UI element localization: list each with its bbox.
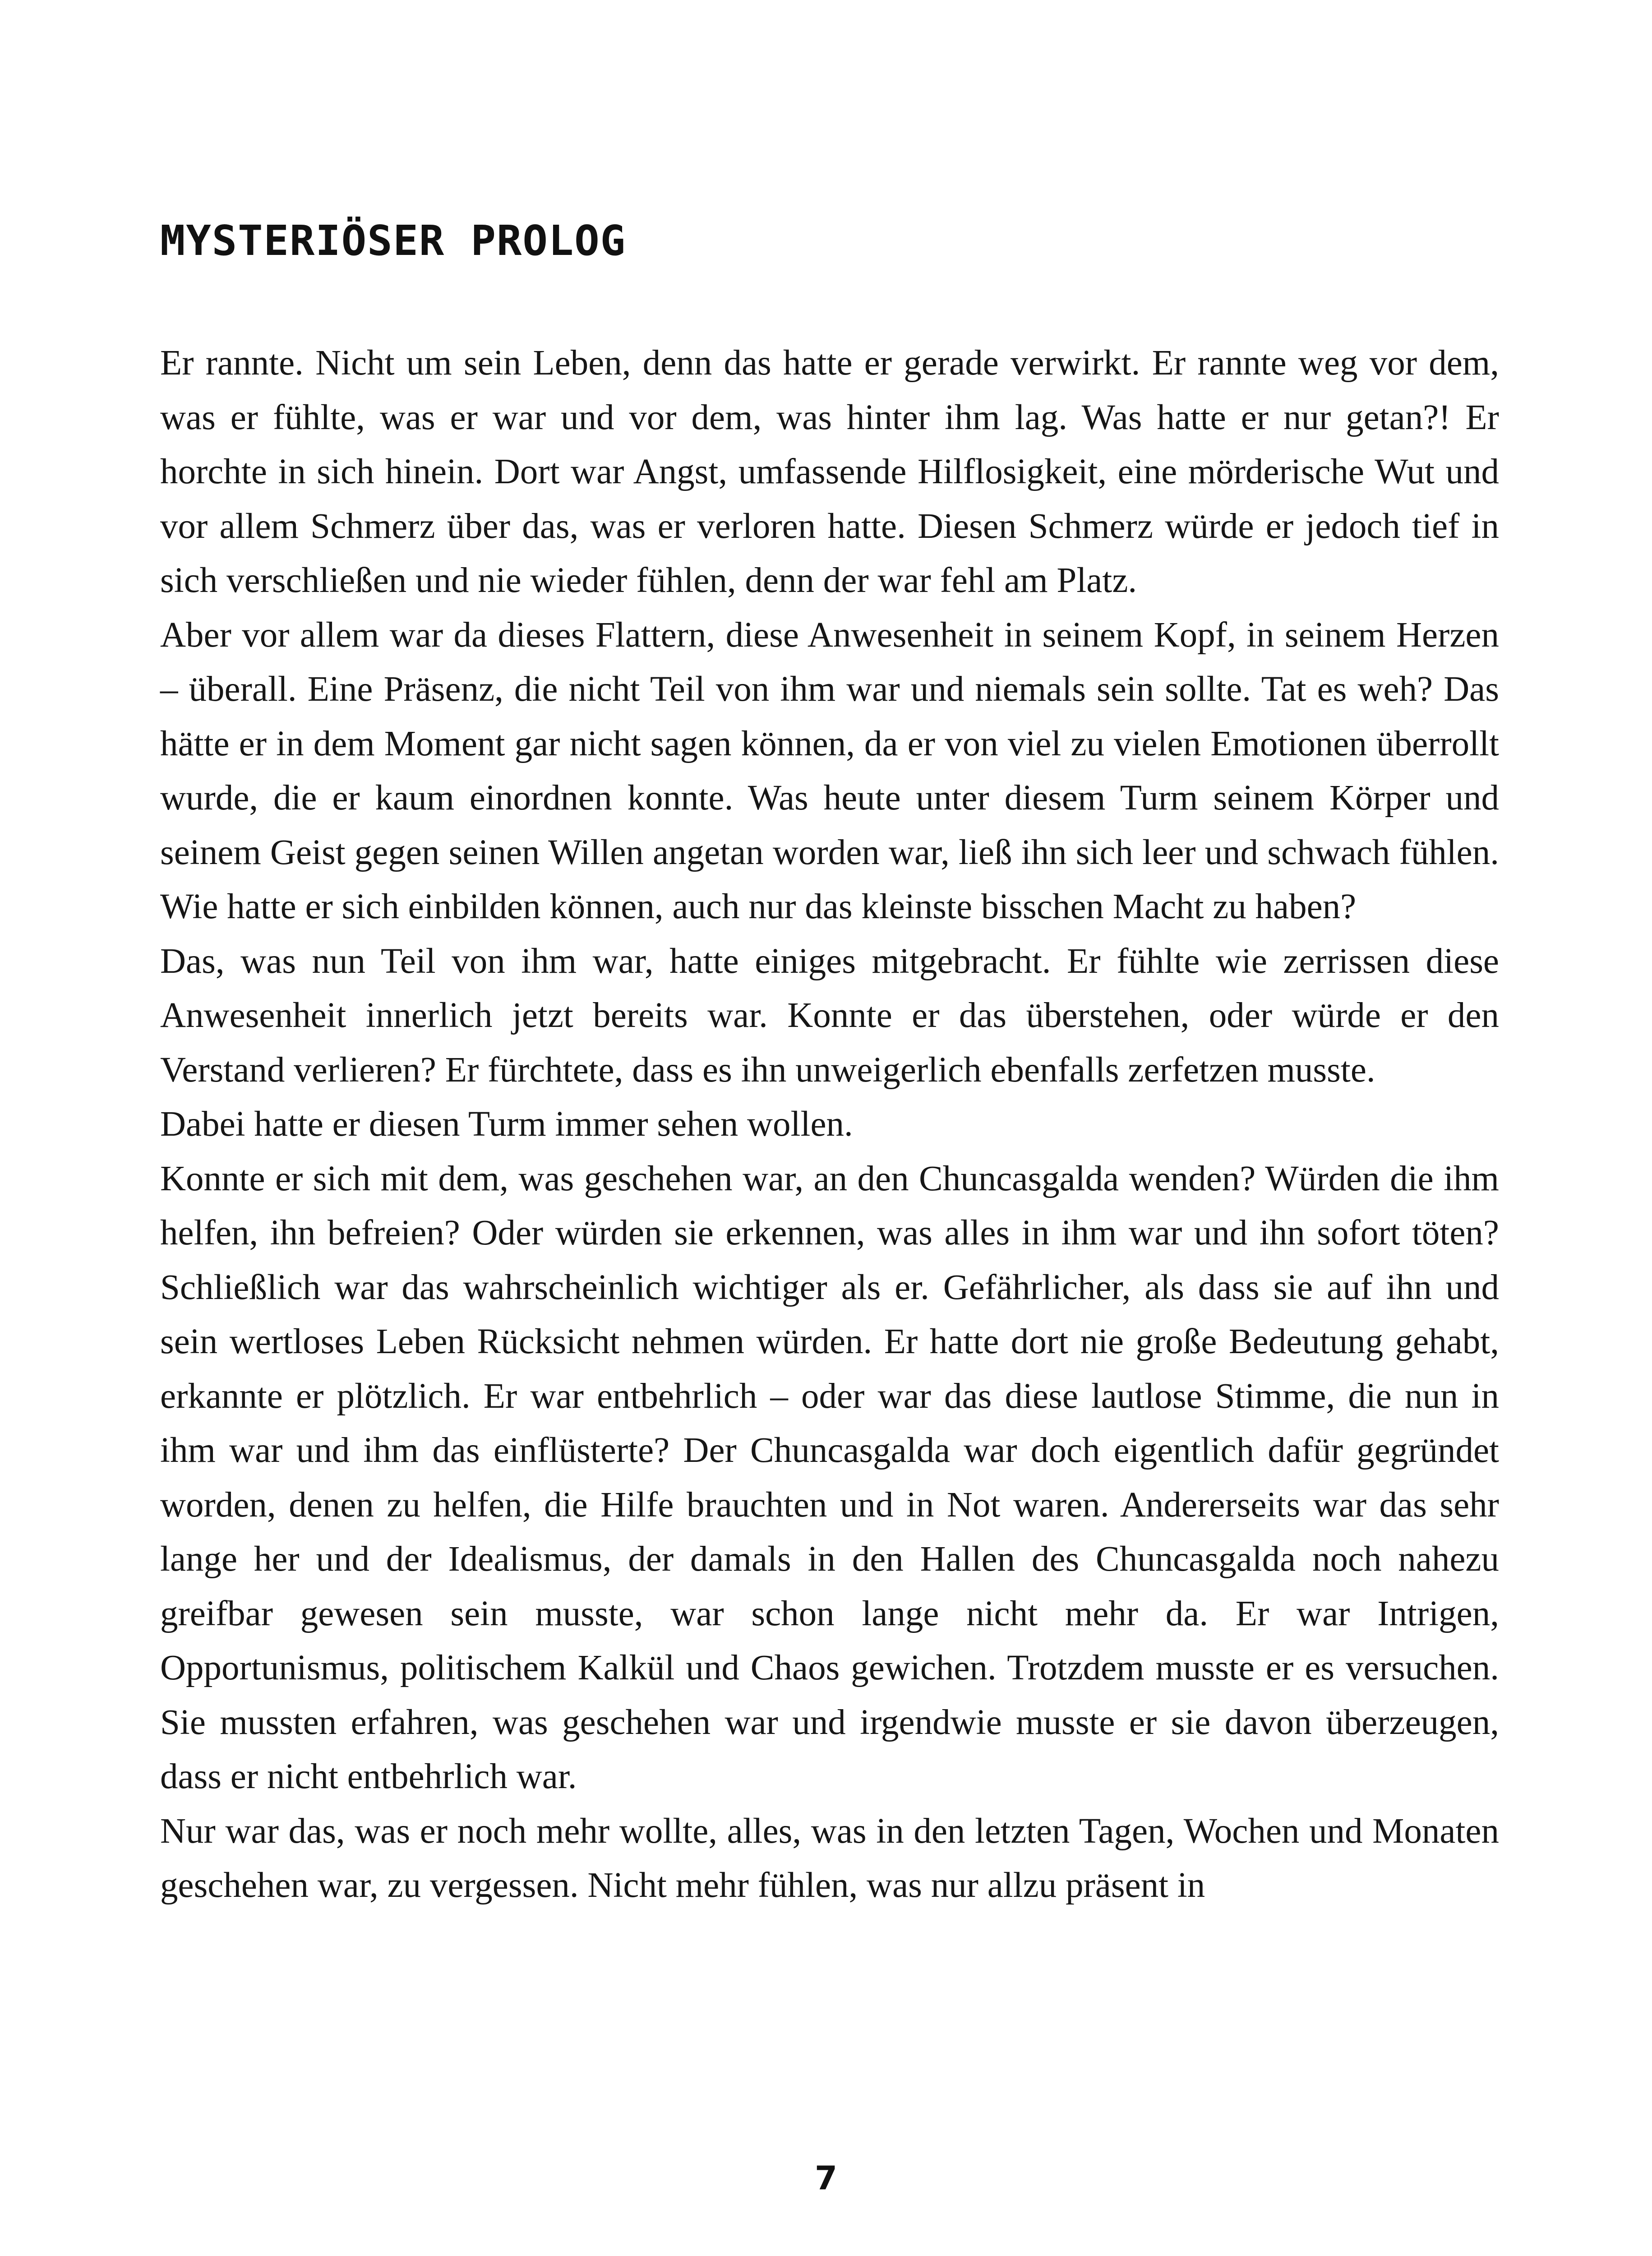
paragraph: Das, was nun Teil von ihm war, hatte einiges mitgebracht. Er fühlte wie zerrissen diese Anwesenheit innerlich jetzt bereits war. Konnte er das überstehen, oder würde er den Verstand verlieren? Er fürchtete, dass es ihn unweigerlich ebenfalls zerfetzen musste. [160, 941, 1499, 1090]
paragraph: Konnte er sich mit dem, was geschehen war, an den Chuncasgalda wenden? Würden die ihm helfen, ihn befreien? Oder würden sie erkennen, was alles in ihm war und ihn sofort töten? Schließlich war das wahrscheinlich wichtiger als er. Gefährlicher, als dass sie auf ihn und sein wertloses Leben Rücksicht nehmen würden. Er hatte dort nie große Bedeutung gehabt, erkannte er plötzlich. Er war entbehrlich – oder war das diese lautlose Stimme, die nun in ihm war und ihm das einflüsterte? Der Chuncasgalda war doch eigentlich dafür gegründet worden, denen zu helfen, die Hilfe brauchten und in Not waren. Andererseits war das sehr lange her und der Idealismus, der damals in den Hallen des Chuncasgalda noch nahezu greifbar gewesen sein musste, war schon lange nicht mehr da. Er war Intrigen, Opportunismus, politischem Kalkül und Chaos gewichen. Trotzdem musste er es versuchen. Sie mussten erfahren, was geschehen war und irgendwie musste er sie davon überzeugen, dass er nicht entbehrlich war. [160, 1159, 1499, 1796]
paragraph: Dabei hatte er diesen Turm immer sehen wollen. [160, 1105, 853, 1144]
paragraph: Er rannte. Nicht um sein Leben, denn das hatte er gerade verwirkt. Er rannte weg vor dem, was er fühlte, was er war und vor dem, was hinter ihm lag. Was hatte er nur getan?! Er horchte in sich hinein. Dort war Angst, umfassende Hilflosigkeit, eine mörderische Wut und vor allem Schmerz über das, was er verloren hatte. Diesen Schmerz würde er jedoch tief in sich verschließen und nie wieder fühlen, denn der war fehl am Platz. [160, 343, 1499, 600]
paragraph: Nur war das, was er noch mehr wollte, alles, was in den letzten Tagen, Wochen und Monaten geschehen war, zu vergessen. Nicht mehr fühlen, was nur allzu präsent in [160, 1811, 1499, 1905]
chapter-title: MYSTERIÖSER PROLOG [160, 217, 626, 265]
body-text [160, 336, 1499, 1913]
page-number: 7 [814, 2159, 838, 2197]
paragraph: Aber vor allem war da dieses Flattern, diese Anwesenheit in seinem Kopf, in seinem Herzen – überall. Eine Präsenz, die nicht Teil von ihm war und niemals sein sollte. Tat es weh? Das hätte er in dem Moment gar nicht sagen können, da er von viel zu vielen Emotionen überrollt wurde, die er kaum einordnen konnte. Was heute unter diesem Turm seinem Körper und seinem Geist gegen seinen Willen angetan worden war, ließ ihn sich leer und schwach fühlen. Wie hatte er sich einbilden können, auch nur das kleinste bisschen Macht zu haben? [160, 615, 1499, 926]
